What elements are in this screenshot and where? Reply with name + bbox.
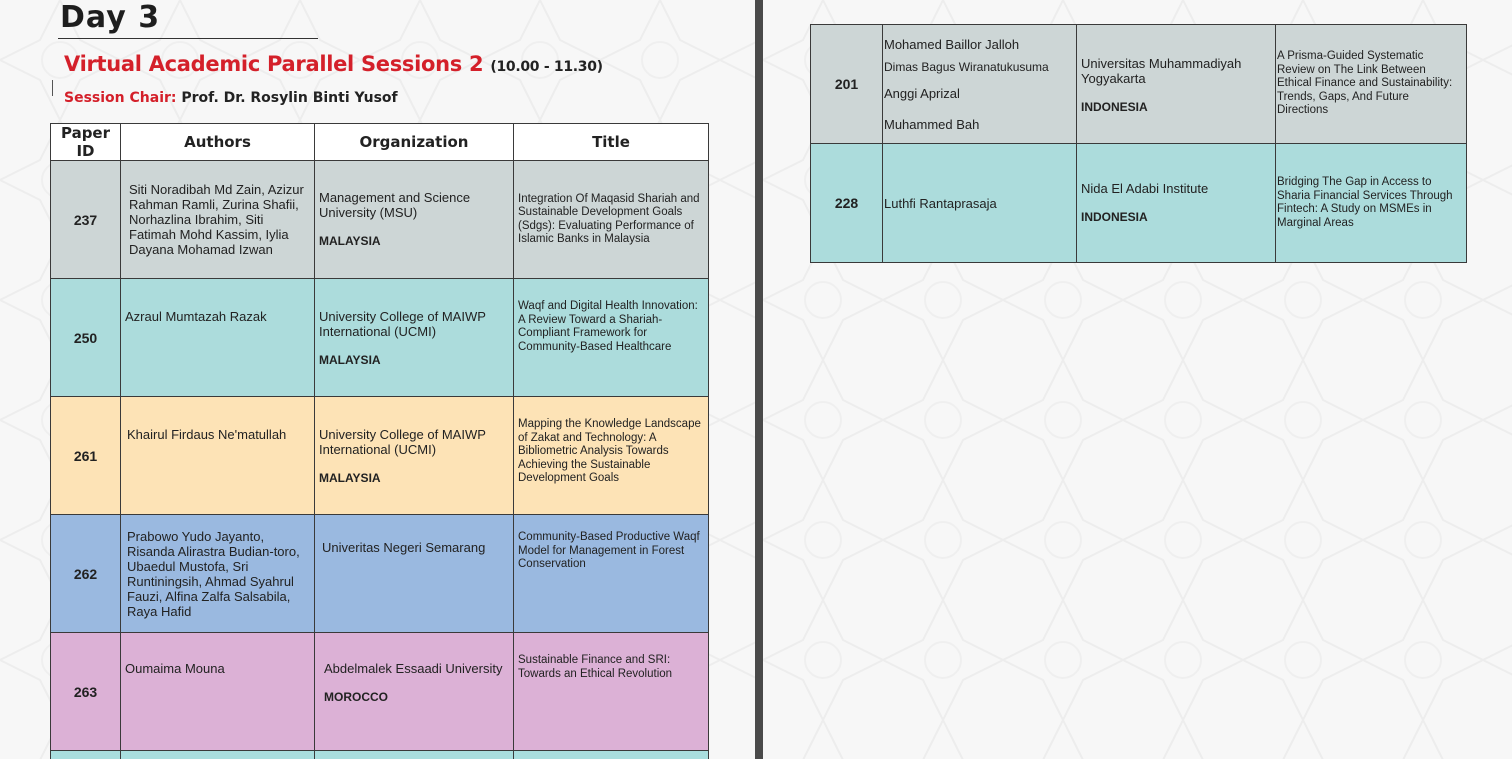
author-name: Luthfi Rantaprasaja: [884, 195, 997, 211]
table-row: [51, 161, 709, 279]
org-name: Nida El Adabi Institute: [1081, 181, 1209, 196]
paper-organization: [315, 633, 514, 751]
paper-authors: Azraul Mumtazah Razak: [121, 279, 315, 397]
paper-organization: [315, 515, 514, 633]
org-country: MOROCCO: [324, 690, 388, 704]
table-row: [51, 515, 709, 633]
paper-id: 250: [51, 279, 121, 397]
author-name: Muhammed Bah: [884, 116, 980, 132]
table-row: [811, 144, 1467, 263]
session-title: [64, 52, 603, 76]
paper-title: Community-Based Productive Waqf Model for Management in Forest Conservation: [514, 515, 709, 633]
paper-title: Bridging The Gap in Access to Sharia Financial Services Through Fintech: A Study on MSMEs in Marginal Areas: [1276, 144, 1467, 263]
session-title-text: Virtual Academic Parallel Sessions 2: [64, 52, 484, 76]
title-divider: [58, 38, 318, 39]
org-country: INDONESIA: [1081, 100, 1148, 114]
author-name: Mohamed Baillor Jalloh: [884, 36, 1020, 52]
table-row: [51, 279, 709, 397]
paper-organization: [1077, 25, 1276, 144]
session-chair: [64, 90, 398, 106]
paper-title: Waqf and Digital Health Innovation: A Review Toward a Shariah-Compliant Framework for Community-Based Healthcare: [514, 279, 709, 397]
paper-organization: [315, 161, 514, 279]
paper-title: Mapping the Knowledge Landscape of Zakat and Technology: A Bibliometric Analysis Towards Achieving the Sustainable Development Goals: [514, 397, 709, 515]
table-row: [51, 397, 709, 515]
org-name: Universitas Muhammadiyah Yogyakarta: [1081, 56, 1242, 86]
paper-organization: [315, 279, 514, 397]
paper-id: 201: [811, 25, 883, 144]
paper-title: Sustainable Finance and SRI: Towards an Ethical Revolution: [514, 633, 709, 751]
org-country: MALAYSIA: [319, 234, 381, 248]
session-table-continued: [810, 24, 1467, 263]
paper-authors: Siti Noradibah Md Zain, Azizur Rahman Ramli, Zurina Shafii, Norhazlina Ibrahim, Siti Fatimah Mohd Kassim, Iylia Dayana Mohamad Izwan: [121, 161, 315, 279]
paper-organization: [1077, 144, 1276, 263]
chair-marker: [52, 80, 53, 96]
table-header-row: [51, 124, 709, 161]
paper-authors: Khairul Firdaus Ne'matullah: [121, 397, 315, 515]
org-country: MALAYSIA: [319, 471, 381, 485]
table-row: [51, 633, 709, 751]
paper-title: Integration Of Maqasid Shariah and Sustainable Development Goals (Sdgs): Evaluating Performance of Islamic Banks in Malaysia: [514, 161, 709, 279]
org-country: MALAYSIA: [319, 353, 381, 367]
org-name: University College of MAIWP International (UCMI): [319, 427, 486, 457]
author-name: Dimas Bagus Wiranatukusuma: [884, 59, 1049, 74]
org-name: Univeritas Negeri Semarang: [322, 540, 486, 555]
paper-title: A Prisma-Guided Systematic Review on The Link Between Ethical Finance and Sustainability: Trends, Gaps, And Future Directions: [1276, 25, 1467, 144]
paper-id: 261: [51, 397, 121, 515]
paper-id: 262: [51, 515, 121, 633]
org-name: Abdelmalek Essaadi University: [324, 661, 503, 676]
left-page: [0, 0, 755, 759]
header-authors: Authors: [121, 124, 315, 161]
paper-authors: [883, 144, 1077, 263]
paper-authors: Prabowo Yudo Jayanto, Risanda Alirastra Budian-toro, Ubaedul Mustofa, Sri Runtiningsih, Ahmad Syahrul Fauzi, Alfina Zalfa Salsabila, Raya Hafid: [121, 515, 315, 633]
chair-label: Session Chair:: [64, 90, 177, 106]
session-table: [50, 123, 709, 759]
org-country: INDONESIA: [1081, 210, 1148, 224]
table-row: [811, 25, 1467, 144]
paper-id: 237: [51, 161, 121, 279]
right-page: [763, 0, 1512, 759]
paper-organization: [315, 397, 514, 515]
paper-id: 228: [811, 144, 883, 263]
paper-id: 263: [51, 633, 121, 751]
paper-authors: [883, 25, 1077, 144]
org-name: University College of MAIWP International (UCMI): [319, 309, 486, 339]
chair-name: Prof. Dr. Rosylin Binti Yusof: [181, 90, 398, 106]
org-name: Management and Science University (MSU): [319, 190, 471, 220]
day-title: Day 3: [60, 0, 161, 35]
paper-authors: Oumaima Mouna: [121, 633, 315, 751]
header-paper-id: Paper ID: [51, 124, 121, 161]
header-title: Title: [514, 124, 709, 161]
header-organization: Organization: [315, 124, 514, 161]
author-name: Anggi Aprizal: [884, 85, 960, 101]
table-row-partial: [51, 751, 709, 759]
session-time: (10.00 - 11.30): [490, 59, 603, 75]
